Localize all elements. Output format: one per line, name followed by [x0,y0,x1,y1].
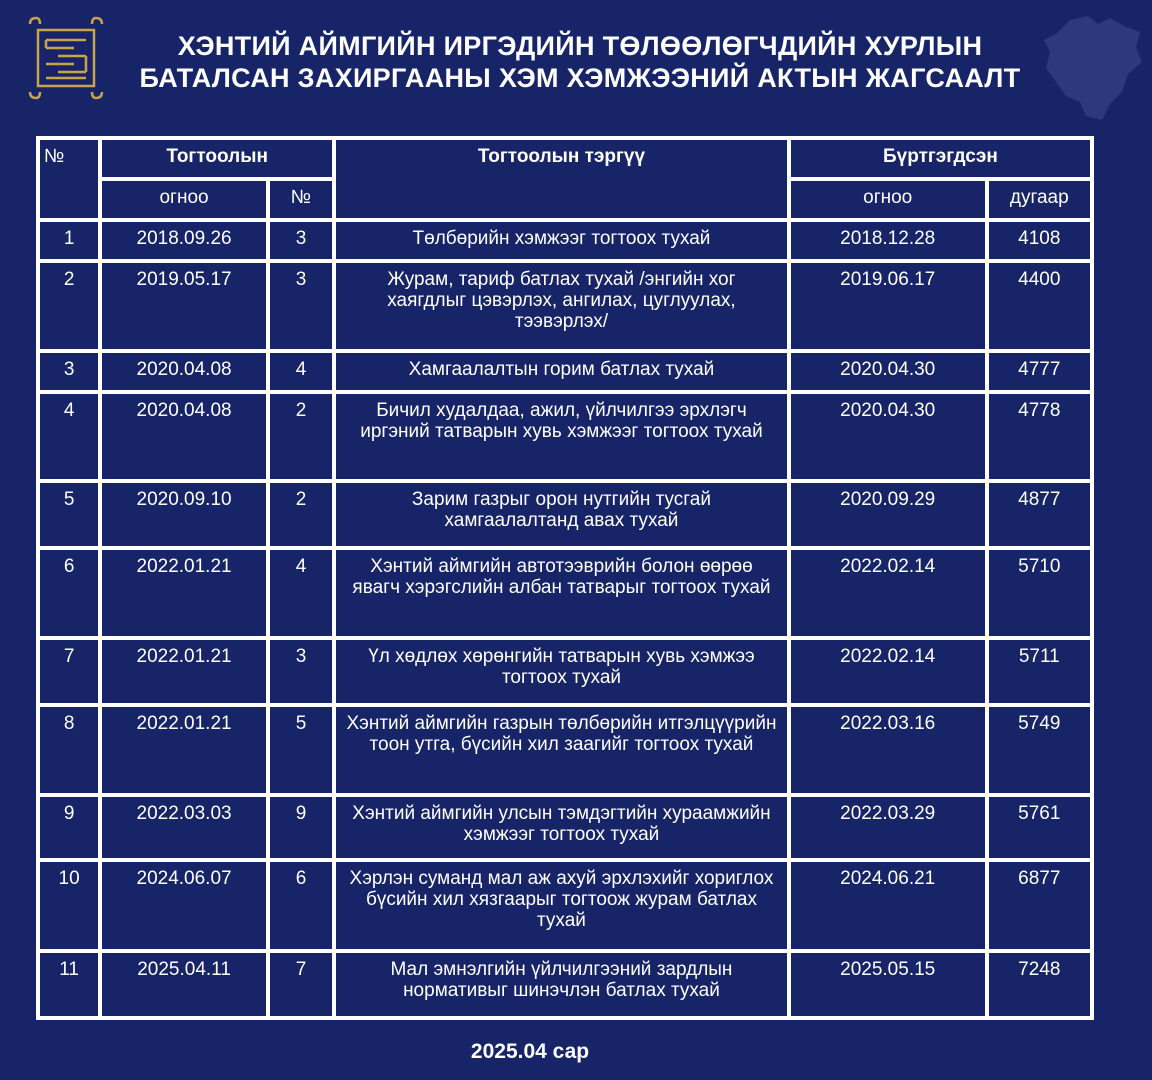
row-reg-no: 4777 [987,351,1092,392]
row-reg-no: 4778 [987,392,1092,481]
header-no: № [38,138,100,220]
row-reg-no: 4400 [987,261,1092,351]
row-reg-date: 2020.04.30 [789,392,987,481]
row-subject: Хэнтий аймгийн газрын төлбөрийн итгэлцүүрийн тоон утга, бүсийн хил заагийг тогтоох тухай [334,705,789,795]
row-reg-no: 5711 [987,638,1092,705]
page-title [120,30,1040,94]
row-number: 3 [268,220,334,261]
title-line-1: ХЭНТИЙ АЙМГИЙН ИРГЭДИЙН ТӨЛӨӨЛӨГЧДИЙН ХУРЛЫН [177,31,983,61]
row-reg-date: 2020.09.29 [789,481,987,548]
aimag-emblem-icon [24,14,108,102]
row-reg-date: 2018.12.28 [789,220,987,261]
row-reg-no: 5749 [987,705,1092,795]
row-subject: Зарим газрыг орон нутгийн тусгай хамгаалалтанд авах тухай [334,481,789,548]
row-date: 2020.04.08 [100,392,268,481]
header-reg-no: дугаар [987,179,1092,220]
row-date: 2024.06.07 [100,860,268,951]
province-map-icon [1040,12,1144,124]
row-subject: Хэнтий аймгийн автотээврийн болон өөрөө явагч хэрэгслийн албан татварыг тогтоох тухай [334,548,789,638]
row-subject: Хэрлэн суманд мал аж ахуй эрхлэхийг хориглох бүсийн хил хязгаарыг тогтоож журам батлах тухай [334,860,789,951]
row-reg-no: 5761 [987,795,1092,860]
acts-table [36,136,1094,1020]
row-date: 2022.01.21 [100,548,268,638]
row-no: 8 [38,705,100,795]
row-subject: Үл хөдлөх хөрөнгийн татварын хувь хэмжээ тогтоох тухай [334,638,789,705]
table-row [38,220,1092,261]
row-reg-no: 4877 [987,481,1092,548]
table-row [38,638,1092,705]
row-date: 2020.09.10 [100,481,268,548]
header-res-date: огноо [100,179,268,220]
table-row [38,795,1092,860]
table-row [38,860,1092,951]
table-row [38,951,1092,1018]
title-line-2: БАТАЛСАН ЗАХИРГААНЫ ХЭМ ХЭМЖЭЭНИЙ АКТЫН ЖАГСААЛТ [139,63,1021,93]
row-reg-date: 2025.05.15 [789,951,987,1018]
row-date: 2018.09.26 [100,220,268,261]
row-reg-date: 2022.02.14 [789,638,987,705]
row-no: 7 [38,638,100,705]
row-no: 10 [38,860,100,951]
row-date: 2020.04.08 [100,351,268,392]
row-number: 9 [268,795,334,860]
row-subject: Хамгаалалтын горим батлах тухай [334,351,789,392]
header-resolution: Тогтоолын [100,138,334,179]
row-reg-date: 2022.03.29 [789,795,987,860]
row-date: 2022.03.03 [100,795,268,860]
row-number: 7 [268,951,334,1018]
row-number: 4 [268,548,334,638]
row-number: 5 [268,705,334,795]
row-subject: Бичил худалдаа, ажил, үйлчилгээ эрхлэгч иргэний татварын хувь хэмжээг тогтоох тухай [334,392,789,481]
row-number: 6 [268,860,334,951]
header-subject: Тогтоолын тэргүү [334,138,789,220]
row-subject: Мал эмнэлгийн үйлчилгээний зардлын нормативыг шинэчлэн батлах тухай [334,951,789,1018]
row-no: 1 [38,220,100,261]
row-reg-date: 2024.06.21 [789,860,987,951]
row-reg-date: 2022.02.14 [789,548,987,638]
row-number: 2 [268,481,334,548]
table-row [38,548,1092,638]
row-subject: Хэнтий аймгийн улсын тэмдэгтийн хураамжийн хэмжээг тогтоох тухай [334,795,789,860]
row-reg-date: 2020.04.30 [789,351,987,392]
footer-date: 2025.04 сар [470,1040,590,1063]
row-date: 2025.04.11 [100,951,268,1018]
row-subject: Төлбөрийн хэмжээг тогтоох тухай [334,220,789,261]
table-row [38,705,1092,795]
table-row [38,392,1092,481]
row-no: 3 [38,351,100,392]
row-subject: Журам, тариф батлах тухай /энгийн хог хаягдлыг цэвэрлэх, ангилах, цуглуулах, тээвэрлэх/ [334,261,789,351]
row-number: 3 [268,261,334,351]
row-reg-no: 4108 [987,220,1092,261]
row-reg-no: 5710 [987,548,1092,638]
row-no: 11 [38,951,100,1018]
row-no: 9 [38,795,100,860]
row-number: 4 [268,351,334,392]
row-reg-no: 6877 [987,860,1092,951]
row-reg-no: 7248 [987,951,1092,1018]
row-no: 2 [38,261,100,351]
header-reg-date: огноо [789,179,987,220]
header-registered: Бүртгэгдсэн [789,138,1092,179]
table-row [38,481,1092,548]
row-number: 3 [268,638,334,705]
row-no: 5 [38,481,100,548]
row-date: 2019.05.17 [100,261,268,351]
row-date: 2022.01.21 [100,638,268,705]
table-row [38,351,1092,392]
row-date: 2022.01.21 [100,705,268,795]
table-row [38,261,1092,351]
row-no: 4 [38,392,100,481]
row-number: 2 [268,392,334,481]
row-reg-date: 2019.06.17 [789,261,987,351]
header-res-no: № [268,179,334,220]
row-reg-date: 2022.03.16 [789,705,987,795]
row-no: 6 [38,548,100,638]
